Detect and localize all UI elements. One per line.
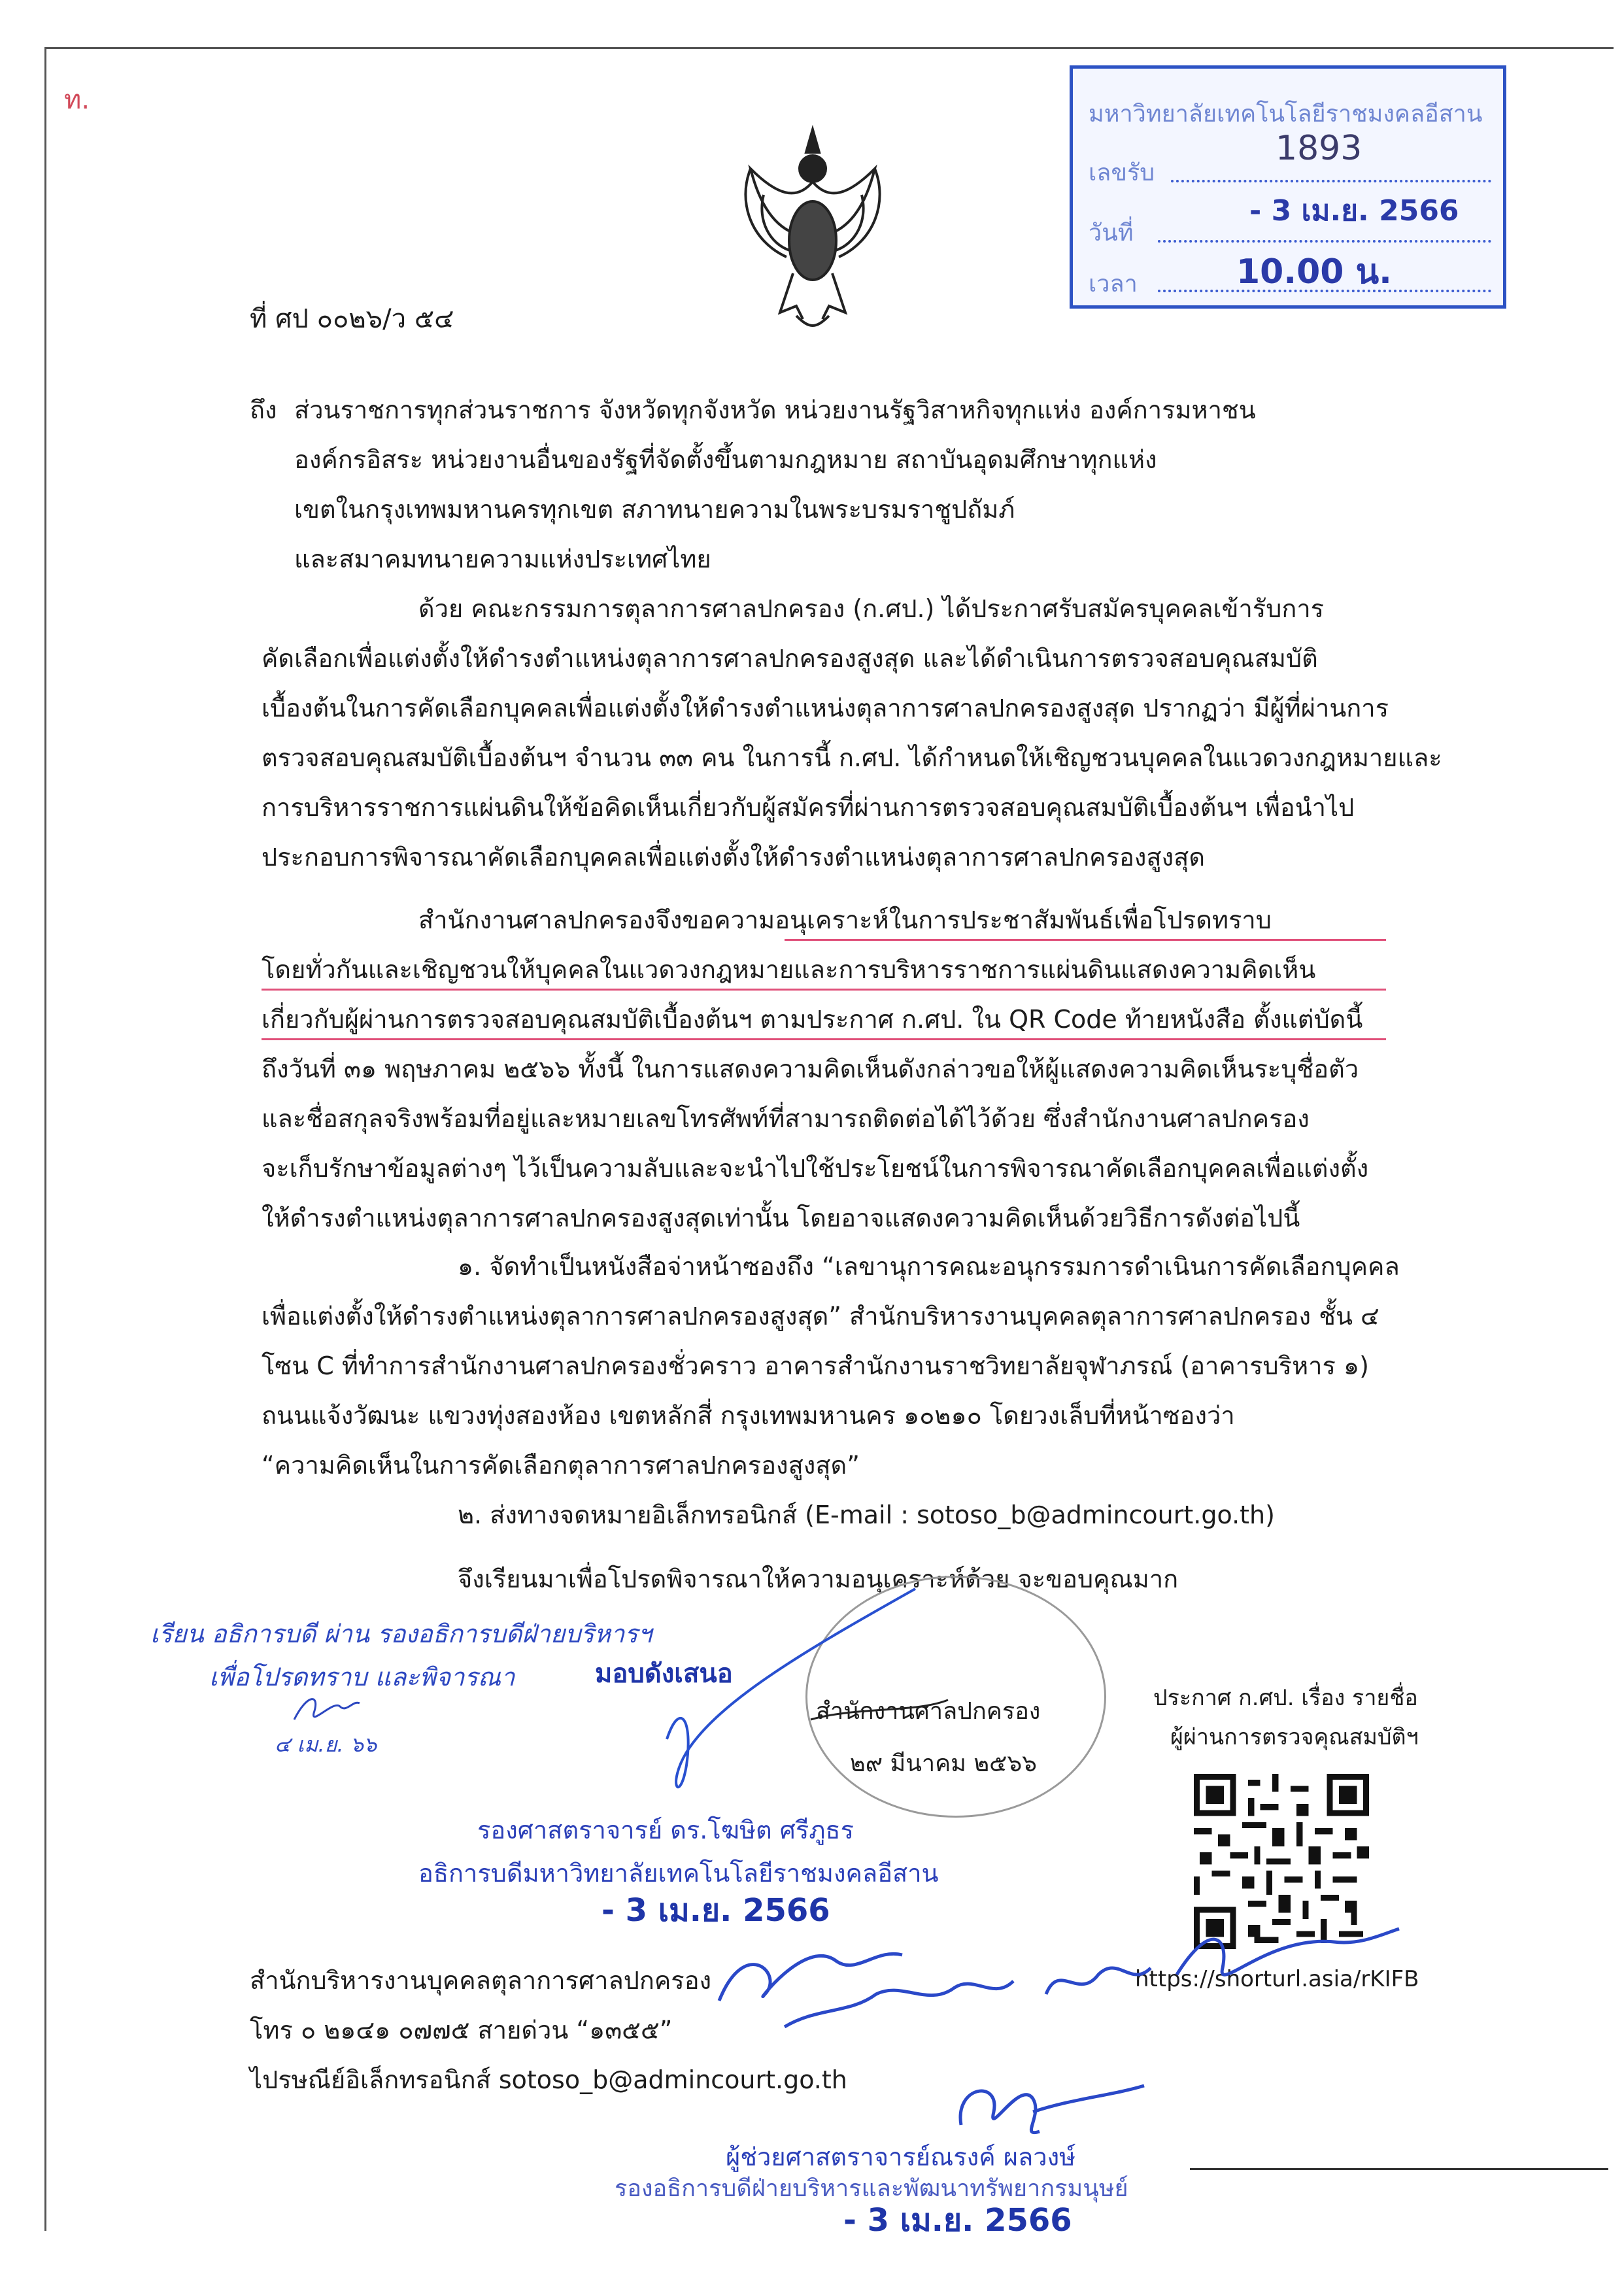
stamp-time-label: เวลา [1089, 271, 1138, 297]
paragraph1-line: คัดเลือกเพื่อแต่งตั้งให้ดำรงตำแหน่งตุลาการศาลปกครองสูงสุด และได้ดำเนินการตรวจสอบคุณสมบัติ [262, 644, 1318, 673]
qr-caption: ผู้ผ่านการตรวจคุณสมบัติฯ [1170, 1724, 1419, 1750]
page-edge-left [44, 47, 46, 2231]
vp-title: รองอธิการบดีฝ่ายบริหารและพัฒนาทรัพยากรมนุษย์ [615, 2175, 1128, 2202]
corner-mark: ท. [64, 85, 90, 115]
paragraph1-line: ประกอบการพิจารณาคัดเลือกบุคคลเพื่อแต่งตั้งให้ดำรงตำแหน่งตุลาการศาลปกครองสูงสุด [262, 843, 1205, 872]
stamp-number-value: 1893 [1276, 129, 1362, 168]
paragraph2-line: สำนักงานศาลปกครองจึงขอความอนุเคราะห์ในการประชาสัมพันธ์เพื่อโปรดทราบ [418, 906, 1272, 934]
president-title: อธิการบดีมหาวิทยาลัยเทคโนโลยีราชมงคลอีสาน [418, 1859, 939, 1888]
addressee-label: ถึง [250, 396, 277, 424]
stamp-date-value: - 3 เม.ย. 2566 [1249, 194, 1459, 228]
seal-date: ๒๙ มีนาคม ๒๕๖๖ [850, 1750, 1038, 1777]
method1-line: โซน C ที่ทำการสำนักงานศาลปกครองชั่วคราว อาคารสำนักงานราชวิทยาลัยจุฬาภรณ์ (อาคารบริหาร ๑) [262, 1351, 1369, 1380]
paragraph1-line: ตรวจสอบคุณสมบัติเบื้องต้นฯ จำนวน ๓๓ คน ในการนี้ ก.ศป. ได้กำหนดให้เชิญชวนบุคคลในแวดวงกฎหมายและ [262, 743, 1442, 772]
forward-note: มอบดังเสนอ [595, 1659, 733, 1689]
method1-line: ถนนแจ้งวัฒนะ แขวงทุ่งสองห้อง เขตหลักสี่ กรุงเทพมหานคร ๑๐๒๑๐ โดยวงเล็บที่หน้าซองว่า [262, 1401, 1235, 1430]
stamp-header: มหาวิทยาลัยเทคโนโลยีราชมงคลอีสาน [1089, 101, 1483, 127]
contact-line: ไปรษณีย์อิเล็กทรอนิกส์ sotoso_b@admincourt.go.th [250, 2065, 847, 2094]
handwritten-date: ๔ เม.ย. ๖๖ [275, 1732, 377, 1757]
signature-rule [1190, 2168, 1608, 2170]
paragraph2-line: โดยทั่วกันและเชิญชวนให้บุคคลในแวดวงกฎหมายและการบริหารราชการแผ่นดินแสดงความคิดเห็น [262, 955, 1316, 984]
addressee-line: เขตในกรุงเทพมหานครทุกเขต สภาทนายความในพระบรมราชูปถัมภ์ [294, 495, 1015, 524]
paragraph1-line: ด้วย คณะกรรมการตุลาการศาลปกครอง (ก.ศป.) ได้ประกาศรับสมัครบุคคลเข้ารับการ [418, 594, 1325, 623]
garuda-emblem-icon [724, 116, 901, 332]
method2-line: ๒. ส่งทางจดหมายอิเล็กทรอนิกส์ (E-mail : sotoso_b@admincourt.go.th) [458, 1501, 1275, 1529]
addressee-line: องค์กรอิสระ หน่วยงานอื่นของรัฐที่จัดตั้งขึ้นตามกฎหมาย สถาบันอุดมศึกษาทุกแห่ง [294, 445, 1157, 474]
paragraph2-line: ถึงวันที่ ๓๑ พฤษภาคม ๒๕๖๖ ทั้งนี้ ในการแสดงความคิดเห็นดังกล่าวขอให้ผู้แสดงความคิดเห็นระบุชื่อตัว [262, 1055, 1359, 1083]
addressee-line: และสมาคมทนายความแห่งประเทศไทย [294, 545, 711, 573]
paragraph2-line: และชื่อสกุลจริงพร้อมที่อยู่และหมายเลขโทรศัพท์ที่สามารถติดต่อได้ไว้ด้วย ซึ่งสำนักงานศาลปกครอง [262, 1104, 1310, 1133]
page-edge-top [44, 47, 1614, 49]
paragraph1-line: การบริหารราชการแผ่นดินให้ข้อคิดเห็นเกี่ยวกับผู้สมัครที่ผ่านการตรวจสอบคุณสมบัติเบื้องต้นฯ เพื่อนำไป [262, 793, 1355, 822]
vp-date: - 3 เม.ย. 2566 [843, 2202, 1072, 2239]
initial-signature-icon [288, 1687, 366, 1733]
reference-number: ที่ ศป ๐๐๒๖/ว ๕๔ [250, 304, 454, 334]
handwritten-note: เรียน อธิการบดี ผ่าน รองอธิการบดีฝ่ายบริหารฯ [150, 1620, 652, 1648]
vp-name: ผู้ช่วยศาสตราจารย์ณรงค์ ผลวงษ์ [726, 2143, 1076, 2171]
seal-org: สำนักงานศาลปกครอง [816, 1698, 1041, 1725]
signature-stroke-icon [641, 1569, 1164, 1844]
qr-caption: ประกาศ ก.ศป. เรื่อง รายชื่อ [1153, 1685, 1418, 1711]
paragraph2-line: ให้ดำรงตำแหน่งตุลาการศาลปกครองสูงสุดเท่านั้น โดยอาจแสดงความคิดเห็นด้วยวิธีการดังต่อไปนี้ [262, 1204, 1300, 1232]
highlight-underline [262, 1038, 1386, 1040]
highlight-underline [262, 989, 1386, 991]
method1-line: “ความคิดเห็นในการคัดเลือกตุลาการศาลปกครองสูงสุด” [262, 1451, 860, 1480]
paragraph2-line: จะเก็บรักษาข้อมูลต่างๆ ไว้เป็นความลับและจะนำไปใช้ประโยชน์ในการพิจารณาคัดเลือกบุคคลเพื่อแต่งตั้ง [262, 1154, 1369, 1183]
contact-line: สำนักบริหารงานบุคคลตุลาการศาลปกครอง [250, 1966, 712, 1995]
contact-line: โทร ๐ ๒๑๔๑ ๐๗๗๕ สายด่วน “๑๓๕๕” [250, 2016, 673, 2045]
receiving-stamp [1070, 65, 1506, 309]
qr-url-link[interactable]: https://shorturl.asia/rKIFB [1135, 1966, 1419, 1992]
stamp-date-label: วันที่ [1089, 220, 1134, 246]
paragraph2-line: เกี่ยวกับผู้ผ่านการตรวจสอบคุณสมบัติเบื้องต้นฯ ตามประกาศ ก.ศป. ใน QR Code ท้ายหนังสือ ตั้งแต่บัดนี้ [262, 1005, 1363, 1034]
paragraph1-line: เบื้องต้นในการคัดเลือกบุคคลเพื่อแต่งตั้งให้ดำรงตำแหน่งตุลาการศาลปกครองสูงสุด ปรากฏว่า มีผู้ที่ผ่านการ [262, 694, 1389, 722]
closing-line: จึงเรียนมาเพื่อโปรดพิจารณาให้ความอนุเคราะห์ด้วย จะขอบคุณมาก [458, 1565, 1179, 1593]
president-name: รองศาสตราจารย์ ดร.โฆษิต ศรีภูธร [477, 1816, 854, 1844]
president-date: - 3 เม.ย. 2566 [601, 1892, 830, 1929]
stamp-number-label: เลขรับ [1089, 160, 1155, 186]
highlight-underline [785, 939, 1386, 941]
handwritten-note: เพื่อโปรดทราบ และพิจารณา [209, 1663, 515, 1691]
addressee-line: ส่วนราชการทุกส่วนราชการ จังหวัดทุกจังหวัด หน่วยงานรัฐวิสาหกิจทุกแห่ง องค์การมหาชน [294, 396, 1256, 424]
stamp-time-value: 10.00 น. [1236, 252, 1392, 292]
method1-line: เพื่อแต่งตั้งให้ดำรงตำแหน่งตุลาการศาลปกครองสูงสุด” สำนักบริหารงานบุคคลตุลาการศาลปกครอง ชั้น ๔ [262, 1302, 1379, 1331]
method1-line: ๑. จัดทำเป็นหนังสือจ่าหน้าซองถึง “เลขานุการคณะอนุกรรมการดำเนินการคัดเลือกบุคคล [458, 1252, 1400, 1281]
handwritten-signatures-icon [706, 1896, 1412, 2066]
